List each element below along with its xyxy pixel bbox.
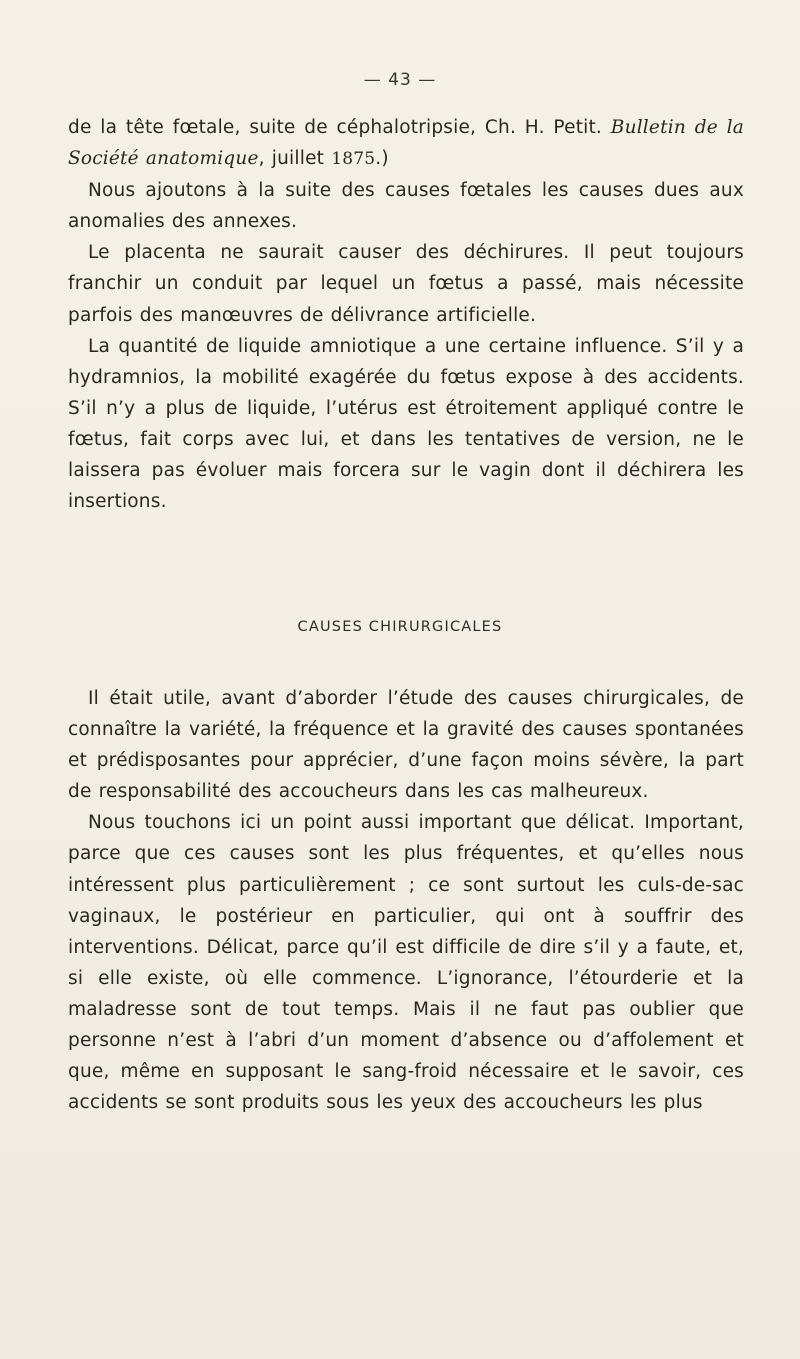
- citation-text: de la tête fœtale, suite de céphalotripsie, Ch. H. Petit.: [68, 117, 611, 138]
- paragraph: Il était utile, avant d’aborder l’étude des causes chirurgicales, de connaître la variété, la fréquence et la gravité des causes spontanées et prédisposantes pour apprécier, d’une façon moins sévère, la part de responsabilité des accoucheurs dans les cas malheureux.: [68, 688, 744, 803]
- citation-close: .): [375, 148, 389, 170]
- paragraph-continuation: [68, 112, 744, 175]
- citation-year: 1875: [331, 149, 376, 170]
- journal-title: Bulletin de la Société anatomique: [68, 117, 744, 170]
- citation-date: , juillet: [258, 148, 332, 170]
- paragraph: La quantité de liquide amniotique a une certaine influence. S’il y a hydramnios, la mobilité exagérée du fœtus expose à des accidents. S’il n’y a plus de liquide, l’utérus est étroitement appliqué contre le fœtus, fait corps avec lui, et dans les tentatives de version, ne le laissera pas évoluer mais forcera sur le vagin dont il déchirera les insertions.: [68, 335, 744, 513]
- paragraph: Nous touchons ici un point aussi important que délicat. Important, parce que ces causes sont les plus fréquentes, et qu’elles nous intéressent plus particulièrement ; ce sont surtout les culs-de-sac vaginaux, le postérieur en particulier, qui ont à souffrir des interventions. Délicat, parce qu’il est difficile de dire s’il y a faute, et, si elle existe, où elle commence. L’ignorance, l’étourderie et la maladresse sont de tout temps. Mais il ne faut pas oublier que personne n’est à l’abri d’un moment d’absence ou d’affolement et que, même en supposant le sang-froid nécessaire et le savoir, ces accidents se sont produits sous les yeux des accoucheurs les plus: [68, 812, 744, 1114]
- page-number: — 43 —: [363, 70, 437, 90]
- text-block-top: [68, 112, 744, 517]
- section-heading: CAUSES CHIRURGICALES: [297, 619, 503, 635]
- paragraph: Nous ajoutons à la suite des causes fœtales les causes dues aux anomalies des annexes.: [68, 180, 744, 233]
- text-block-bottom: [68, 683, 744, 1118]
- paragraph: Le placenta ne saurait causer des déchirures. Il peut toujours franchir un conduit par lequel un fœtus a passé, mais nécessite parfois des manœuvres de délivrance artificielle.: [68, 242, 744, 326]
